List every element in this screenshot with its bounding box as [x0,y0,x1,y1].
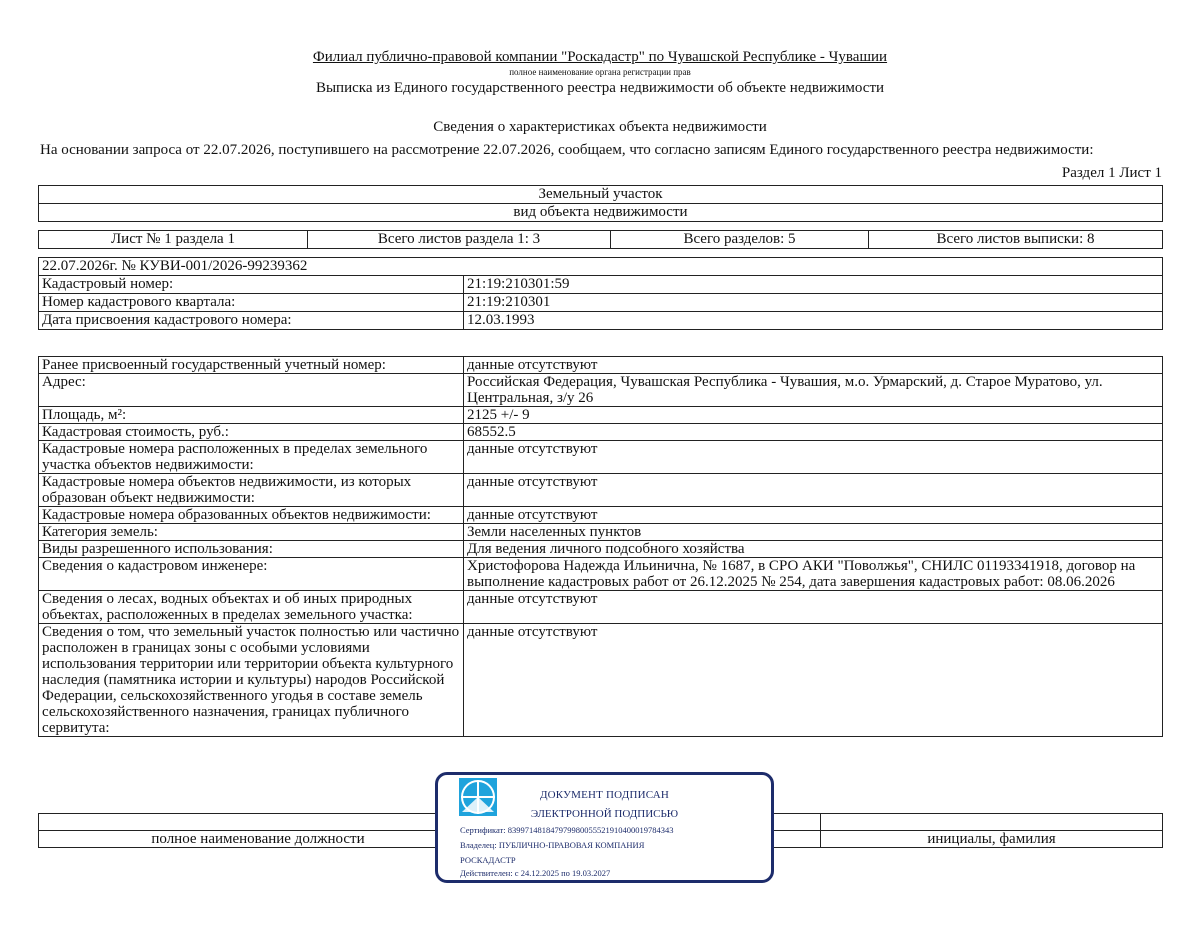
sheet-number: Лист № 1 раздела 1 [39,231,308,249]
row-value: данные отсутствуют [464,591,1163,624]
extract-number: 22.07.2026г. № КУВИ-001/2026-99239362 [39,258,1163,276]
stamp-title: ДОКУМЕНТ ПОДПИСАН [539,789,670,801]
row-value: данные отсутствуют [464,624,1163,737]
row-value: данные отсутствуют [464,474,1163,507]
section-reference: Раздел 1 Лист 1 [1061,165,1162,181]
stamp-subtitle: ЭЛЕКТРОННОЙ ПОДПИСЬЮ [530,808,679,820]
table-row [39,474,1163,507]
table-row [39,312,1163,330]
table-row [39,424,1163,441]
row-label: Сведения о том, что земельный участок полностью или частично расположен в границах зоны с особыми условиями использования территории или территории объекта культурного наследия (памятника истории и культуры) народов Российской Федерации, сельскохозяйственного угодья в составе земель сельскохозяйственного назначения, границах публичного сервитута: [39,624,464,737]
position-caption: полное наименование должности [39,831,478,848]
object-type-table [38,185,1163,222]
stamp-owner-name: РОСКАДАСТР [460,855,516,865]
intro-text: На основании запроса от 22.07.2026, поступившего на рассмотрение 22.07.2026, сообщаем, что согласно записям Единого государственного реестра недвижимости: [40,142,1094,158]
row-value: данные отсутствуют [464,357,1163,374]
row-value: 12.03.1993 [464,312,1163,330]
stamp-validity: Действителен: с 24.12.2025 по 19.03.2027 [460,868,611,878]
cadastral-table [38,257,1163,330]
row-value: Христофорова Надежда Ильинична, № 1687, в СРО АКИ "Поволжья", СНИЛС 01193341918, договор на выполнение кадастровых работ от 26.12.2025 № 254, дата завершения кадастровых работ: 08.06.2026 [464,558,1163,591]
row-label: Сведения о кадастровом инженере: [39,558,464,591]
row-value: данные отсутствуют [464,441,1163,474]
organization-name: Филиал публично-правовой компании "Роскадастр" по Чувашской Республике - Чувашии [312,49,888,65]
row-value: Земли населенных пунктов [464,524,1163,541]
table-row [39,524,1163,541]
row-value: Российская Федерация, Чувашская Республика - Чувашия, м.о. Урмарский, д. Старое Муратово, ул. Центральная, з/у 26 [464,374,1163,407]
row-label: Адрес: [39,374,464,407]
table-row [39,374,1163,407]
table-row [39,357,1163,374]
row-label: Площадь, м²: [39,407,464,424]
table-row [39,591,1163,624]
row-label: Категория земель: [39,524,464,541]
row-value: 21:19:210301 [464,294,1163,312]
document-title: Выписка из Единого государственного реестра недвижимости об объекте недвижимости [315,80,885,96]
row-label: Кадастровые номера образованных объектов недвижимости: [39,507,464,524]
row-label: Кадастровая стоимость, руб.: [39,424,464,441]
row-label: Кадастровый номер: [39,276,464,294]
name-caption: инициалы, фамилия [821,831,1163,848]
total-sections: Всего разделов: 5 [611,231,869,249]
sheets-table [38,230,1163,249]
table-row [39,541,1163,558]
table-row [39,441,1163,474]
stamp-certificate: Сертификат: 839971481847979980055521910400019784З43 [460,825,674,835]
table-row [39,407,1163,424]
table-row [39,558,1163,591]
table-row [39,276,1163,294]
section-title: Сведения о характеристиках объекта недвижимости [433,119,767,135]
row-value: данные отсутствуют [464,507,1163,524]
row-label: Ранее присвоенный государственный учетный номер: [39,357,464,374]
row-value: Для ведения личного подсобного хозяйства [464,541,1163,558]
row-label: Кадастровые номера объектов недвижимости, из которых образован объект недвижимости: [39,474,464,507]
details-table [38,356,1163,737]
row-value: 2125 +/- 9 [464,407,1163,424]
position-cell [39,814,478,831]
table-row [39,294,1163,312]
row-label: Сведения о лесах, водных объектах и об иных природных объектах, расположенных в пределах земельного участка: [39,591,464,624]
total-extract-sheets: Всего листов выписки: 8 [869,231,1163,249]
row-label: Кадастровые номера расположенных в пределах земельного участка объектов недвижимости: [39,441,464,474]
row-label: Номер кадастрового квартала: [39,294,464,312]
row-value: 68552.5 [464,424,1163,441]
object-type-caption: вид объекта недвижимости [39,204,1163,222]
row-label: Виды разрешенного использования: [39,541,464,558]
object-type: Земельный участок [39,186,1163,204]
electronic-signature-stamp [435,772,774,883]
row-value: 21:19:210301:59 [464,276,1163,294]
table-row [39,507,1163,524]
table-row [39,624,1163,737]
organization-caption: полное наименование органа регистрации прав [509,67,691,77]
row-label: Дата присвоения кадастрового номера: [39,312,464,330]
stamp-owner: Владелец: ПУБЛИЧНО-ПРАВОВАЯ КОМПАНИЯ [460,840,645,850]
total-section-sheets: Всего листов раздела 1: 3 [308,231,611,249]
name-cell [821,814,1163,831]
